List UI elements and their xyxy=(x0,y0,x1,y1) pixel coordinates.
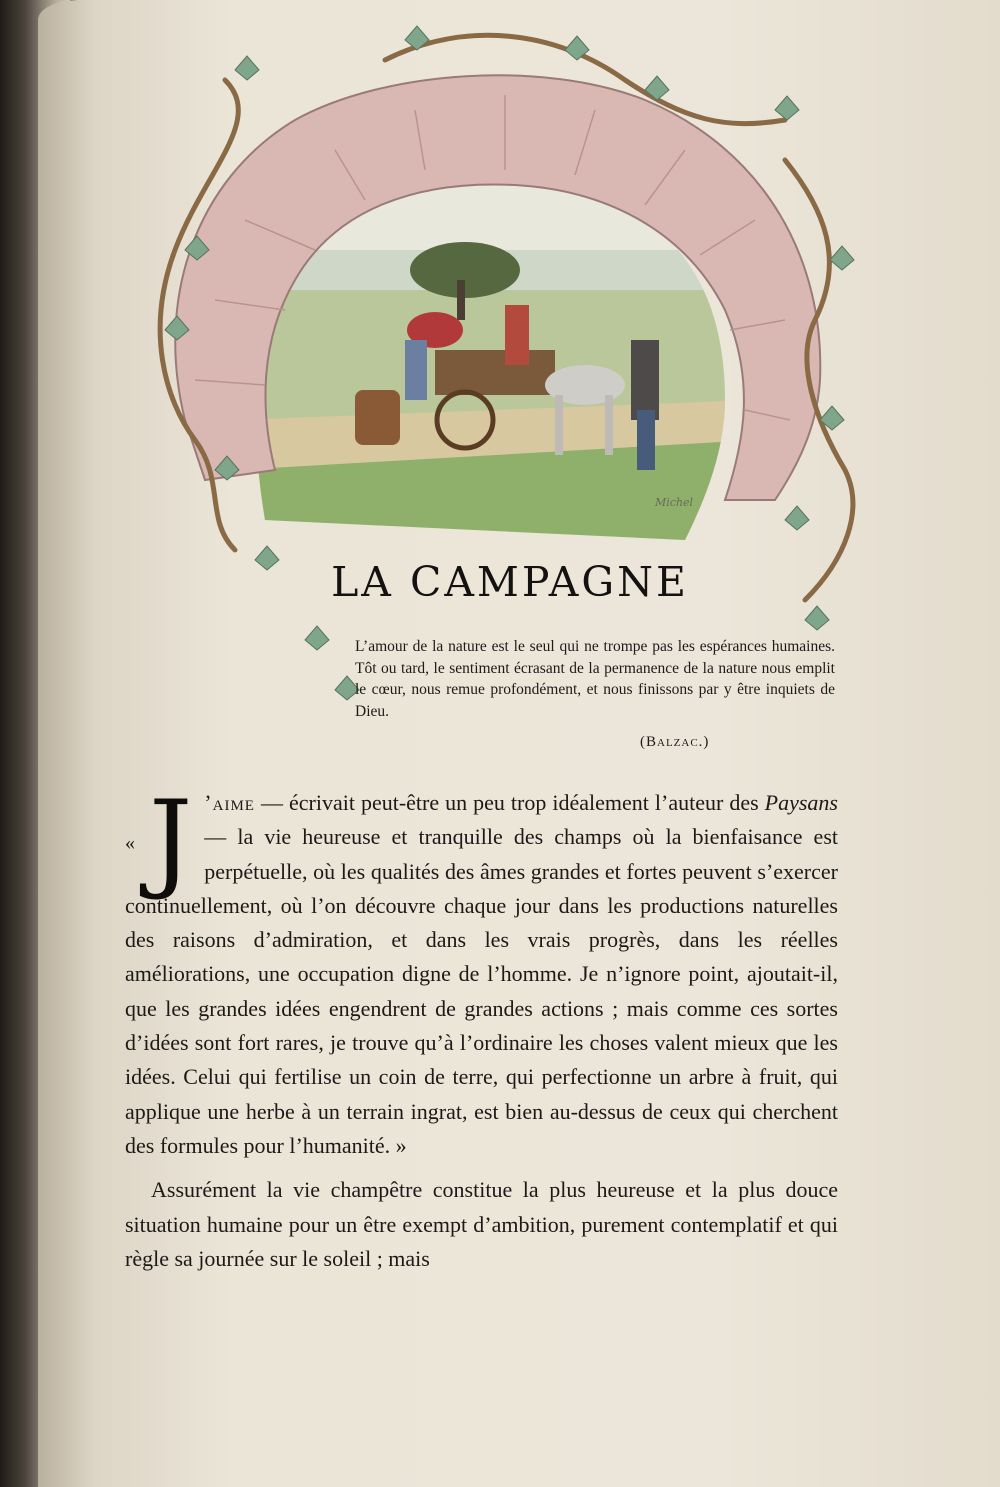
drop-cap: J xyxy=(149,778,193,903)
opening-quote-mark: « xyxy=(125,832,135,854)
paragraph-1 xyxy=(125,778,838,1163)
lead-in: ’aime xyxy=(204,790,255,815)
paragraph-1-text-b: — la vie heureuse et tranquille des champs où la bienfaisance est perpétuelle, où les qualités des âmes grandes et fortes peuvent s’exercer continuellement, où l’on découvre chaque jour dans les productions naturelles des raisons d’admiration, et dans les vrais progrès, dans les réelles améliorations, une occupation digne de l’homme. Je n’ignore point, ajoutait-il, que les grandes idées engendrent de grandes actions ; mais comme ces sortes d’idées sont fort rares, je trouve qu’à l’ordinaire les choses valent mieux que les idées. Celui qui fertilise un coin de terre, qui perfectionne un arbre à fruit, qui applique une herbe à un terrain ingrat, est bien au-dessus de ceux qui cherchent des formules pour l’humanité. » xyxy=(125,824,838,1158)
paragraph-1-text-a: — écrivait peut-être un peu trop idéalement l’auteur des xyxy=(254,790,765,815)
book-title-italic: Paysans xyxy=(764,790,838,815)
body-text xyxy=(125,778,838,1276)
epigraph-source: (Balzac.) xyxy=(640,734,710,750)
chapter-title: LA CAMPAGNE xyxy=(331,558,689,606)
artist-signature: Michel xyxy=(655,496,694,509)
epigraph-quote: L’amour de la nature est le seul qui ne trompe pas les espérances humaines. Tôt ou tard, le sentiment écrasant de la permanence de la nature nous emplit le cœur, nous remue profondément, et nous finissons par y être inquiets de Dieu. xyxy=(355,638,835,720)
paragraph-2: Assurément la vie champêtre constitue la plus heureuse et la plus douce situation humaine pour un être exempt d’ambition, purement contemplatif et qui règle sa journée sur le soleil ; mais xyxy=(125,1177,838,1271)
